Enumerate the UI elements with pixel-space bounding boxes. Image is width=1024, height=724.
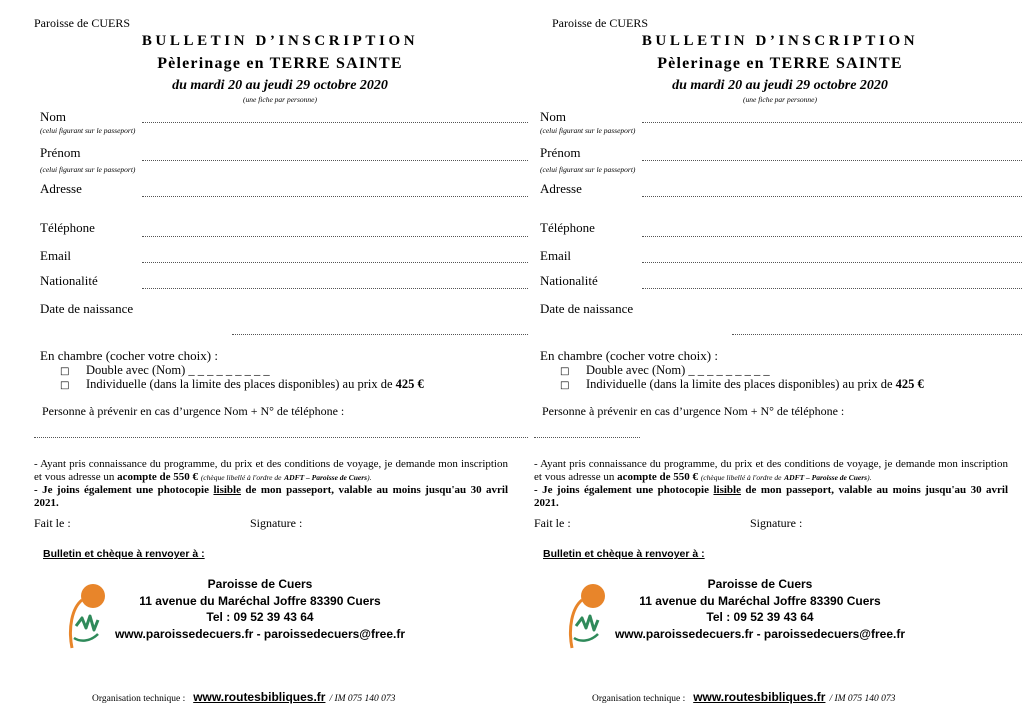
fiche-note: (une fiche par personne)	[243, 95, 317, 104]
telephone-label: Téléphone	[540, 220, 595, 235]
address-web: www.paroissedecuers.fr - paroissedecuers@free.fr	[614, 627, 906, 641]
nationalite-field[interactable]	[142, 288, 528, 289]
deposit-amount: acompte de 550 €	[617, 470, 699, 483]
address-tel: Tel : 09 52 39 43 64	[206, 610, 314, 624]
trip-dates: du mardi 20 au jeudi 29 octobre 2020	[672, 78, 888, 93]
date-naissance-field[interactable]	[732, 334, 1022, 335]
telephone-field[interactable]	[642, 236, 1022, 237]
date-naissance-label: Date de naissance	[40, 301, 134, 316]
emergency-contact-field[interactable]	[34, 437, 528, 438]
parish-header: Paroisse de CUERS	[552, 16, 648, 30]
nom-label: Nom	[540, 109, 566, 124]
emergency-contact-label: Personne à prévenir en cas d’urgence Nom + N° de téléphone :	[42, 404, 345, 418]
adresse-label: Adresse	[540, 181, 582, 196]
org-license: / IM 075 140 073	[329, 694, 396, 704]
photocopy-word: photocopie	[157, 484, 209, 496]
nom-note: (celui figurant sur le passeport)	[540, 126, 636, 135]
address-web: www.paroissedecuers.fr - paroissedecuers@free.fr	[114, 627, 406, 641]
telephone-field[interactable]	[142, 236, 528, 237]
return-label: Bulletin et chèque à renvoyer à :	[543, 548, 705, 560]
adresse-field[interactable]	[142, 196, 528, 197]
adresse-label: Adresse	[40, 181, 82, 196]
room-option-double[interactable]	[560, 363, 770, 378]
checkbox-icon[interactable]: □	[560, 380, 570, 391]
option-individual-label: Individuelle (dans la limite des places disponibles) au prix de	[586, 377, 893, 391]
signature-label: Signature :	[250, 516, 303, 530]
cheque-note-end: ).	[367, 472, 372, 482]
photocopy-word: photocopie	[657, 484, 709, 496]
room-title: En chambre (cocher votre choix) :	[40, 348, 218, 363]
prenom-note: (celui figurant sur le passeport)	[40, 165, 136, 174]
date-naissance-label: Date de naissance	[540, 301, 634, 316]
org-label: Organisation technique :	[92, 694, 186, 704]
fait-le-label: Fait le :	[34, 516, 71, 530]
option-individual-label: Individuelle (dans la limite des places disponibles) au prix de	[86, 377, 393, 391]
cheque-note: (chèque libellé à l'ordre de	[700, 472, 782, 482]
footer-organisation	[592, 690, 895, 704]
declaration-line2-end: de mon passeport, valable au moins jusqu'au 30 avril 2021.	[534, 484, 1009, 509]
address-street: 11 avenue du Maréchal Joffre 83390 Cuers	[139, 594, 381, 608]
emergency-contact-field[interactable]	[534, 437, 640, 438]
nom-field[interactable]	[642, 122, 1022, 123]
declaration	[34, 458, 508, 509]
nationalite-label: Nationalité	[40, 273, 98, 288]
email-label: Email	[540, 248, 572, 263]
form-subtitle: Pèlerinage en TERRE SAINTE	[157, 55, 403, 72]
room-title: En chambre (cocher votre choix) :	[540, 348, 718, 363]
trip-dates: du mardi 20 au jeudi 29 octobre 2020	[172, 78, 388, 93]
registration-form-right	[530, 0, 1024, 724]
registration-form-left	[30, 0, 530, 724]
email-label: Email	[40, 248, 72, 263]
prenom-label: Prénom	[40, 145, 81, 160]
date-naissance-field[interactable]	[232, 334, 528, 335]
room-option-individual[interactable]	[560, 377, 924, 392]
form-title: BULLETIN D’INSCRIPTION	[641, 33, 919, 49]
declaration-line2: - Je joins également une	[534, 484, 654, 496]
lisible-word: lisible	[713, 484, 741, 496]
option-double-label: Double avec (Nom) _ _ _ _ _ _ _ _ _	[586, 363, 770, 377]
room-option-individual[interactable]	[60, 377, 424, 392]
nationalite-field[interactable]	[642, 288, 1022, 289]
prenom-label: Prénom	[540, 145, 581, 160]
emergency-contact-label: Personne à prévenir en cas d’urgence Nom + N° de téléphone :	[542, 404, 845, 418]
adresse-field[interactable]	[642, 196, 1022, 197]
cheque-note-end: ).	[867, 472, 872, 482]
address-name: Paroisse de Cuers	[707, 577, 813, 591]
checkbox-icon[interactable]: □	[60, 380, 70, 391]
cheque-payee: ADFT – Paroisse de Cuers	[284, 472, 368, 482]
org-url[interactable]: www.routesbibliques.fr	[193, 690, 326, 704]
nom-label: Nom	[40, 109, 66, 124]
fait-le-label: Fait le :	[534, 516, 571, 530]
declaration-line2-end: de mon passeport, valable au moins jusqu'au 30 avril 2021.	[34, 484, 509, 509]
address-tel: Tel : 09 52 39 43 64	[706, 610, 814, 624]
org-license: / IM 075 140 073	[829, 694, 896, 704]
prenom-field[interactable]	[642, 160, 1022, 161]
declaration-line1: - Ayant pris connaissance du programme, du prix et des conditions de voyage, je demande mon inscription et vous adresse un	[34, 458, 508, 483]
telephone-label: Téléphone	[40, 220, 95, 235]
declaration	[534, 458, 1008, 509]
cheque-note: (chèque libellé à l'ordre de	[200, 472, 282, 482]
address-street: 11 avenue du Maréchal Joffre 83390 Cuers	[639, 594, 881, 608]
room-option-double[interactable]	[60, 363, 270, 378]
checkbox-icon[interactable]: □	[60, 366, 70, 377]
prenom-field[interactable]	[142, 160, 528, 161]
return-label: Bulletin et chèque à renvoyer à :	[43, 548, 205, 560]
checkbox-icon[interactable]: □	[560, 366, 570, 377]
declaration-line2: - Je joins également une	[34, 484, 154, 496]
signature-label: Signature :	[750, 516, 803, 530]
nom-field[interactable]	[142, 122, 528, 123]
email-field[interactable]	[642, 262, 1022, 263]
option-individual-price: 425 €	[395, 377, 424, 391]
nom-note: (celui figurant sur le passeport)	[40, 126, 136, 135]
parish-header: Paroisse de CUERS	[34, 16, 130, 30]
footer-organisation	[92, 690, 395, 704]
deposit-amount: acompte de 550 €	[117, 470, 199, 483]
fiche-note: (une fiche par personne)	[743, 95, 817, 104]
org-label: Organisation technique :	[592, 694, 686, 704]
lisible-word: lisible	[213, 484, 241, 496]
nationalite-label: Nationalité	[540, 273, 598, 288]
option-double-label: Double avec (Nom) _ _ _ _ _ _ _ _ _	[86, 363, 270, 377]
cheque-payee: ADFT – Paroisse de Cuers	[784, 472, 868, 482]
email-field[interactable]	[142, 262, 528, 263]
form-subtitle: Pèlerinage en TERRE SAINTE	[657, 55, 903, 72]
declaration-line1: - Ayant pris connaissance du programme, du prix et des conditions de voyage, je demande mon inscription et vous adresse un	[534, 458, 1008, 483]
option-individual-price: 425 €	[895, 377, 924, 391]
prenom-note: (celui figurant sur le passeport)	[540, 165, 636, 174]
form-title: BULLETIN D’INSCRIPTION	[141, 33, 419, 49]
address-name: Paroisse de Cuers	[207, 577, 313, 591]
org-url[interactable]: www.routesbibliques.fr	[693, 690, 826, 704]
